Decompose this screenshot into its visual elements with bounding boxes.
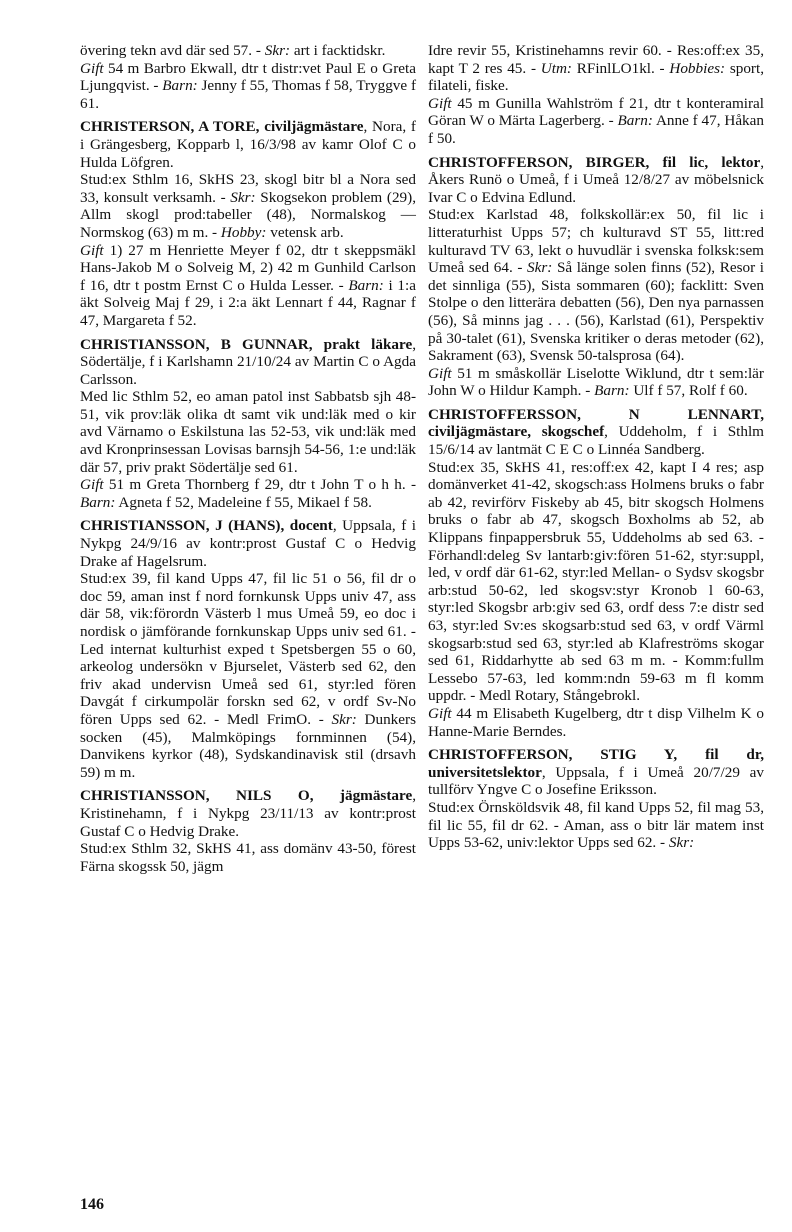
entry-paragraph xyxy=(80,570,416,781)
field-label: Skr: xyxy=(668,834,695,852)
entry-heading: CHRISTOFFERSON, BIRGER, fil lic, lektor xyxy=(428,153,761,171)
entry-text: 44 m Elisabeth Kugelberg, dtr t disp Vilhelm K o Hanne-Marie Berndes. xyxy=(428,704,764,740)
entry-paragraph xyxy=(428,365,764,400)
entry-text: Så länge solen finns (52), Resor i det sinnliga (55), Sista sommaren (60); facklitt: Sven Stolpe o den litterära debatten (56), Den nya parnassen (56), Så minns jag . . . (56), Karlstad (61), Perspektiv på 30-talet (61), Svenska kritiker o deras metoder (62), Sakrament (63), Svensk 50-talsprosa (64). xyxy=(428,259,764,365)
entry-heading: CHRISTIANSSON, NILS O, jägmästare xyxy=(80,787,413,805)
field-label: Skr: xyxy=(331,710,357,728)
entry-paragraph xyxy=(428,406,764,459)
entry-paragraph xyxy=(80,336,416,389)
left-column xyxy=(80,42,416,875)
entry-paragraph xyxy=(80,60,416,113)
entry-paragraph xyxy=(80,476,416,511)
entry-text: Stud:ex Karlstad 48, folkskollär:ex 50, fil lic i litteraturhist Upps 57; ch kulturavd ST 55, litt:red kulturavd TV 63, lekt o huvudlär i svenska folksk:sem Umeå sed 64. - xyxy=(428,206,764,277)
field-label: Barn: xyxy=(348,276,384,294)
field-label: Hobbies: xyxy=(669,59,726,77)
entry-paragraph xyxy=(80,517,416,570)
field-label: Barn: xyxy=(594,382,630,400)
entry-text: Ulf f 57, Rolf f 60. xyxy=(629,382,748,400)
entry-paragraph xyxy=(80,787,416,840)
entry-paragraph xyxy=(428,746,764,799)
entry-text: i 1:a äkt Solveig Maj f 29, i 2:a äkt Lennart f 44, Ragnar f 47, Margareta f 52. xyxy=(80,276,416,329)
entry-paragraph xyxy=(80,171,416,241)
entry-christerson-tore xyxy=(80,118,416,329)
entry-text: 45 m Gunilla Wahlström f 21, dtr t konteramiral Göran W o Märta Lagerberg. - xyxy=(428,94,764,130)
entry-text: Stud:ex Sthlm 16, SkHS 23, skogl bitr bl a Nora sed 33, konsult verksamh. - xyxy=(80,171,416,206)
entry-paragraph xyxy=(428,154,764,207)
entry-text: RFinlLO1kl. - xyxy=(571,59,670,77)
field-label: Hobby: xyxy=(220,223,267,241)
field-label: Skr: xyxy=(527,259,553,277)
field-label: Gift xyxy=(428,94,452,112)
entry-text: Idre revir 55, Kristinehamns revir 60. - Res:off:ex 35, kapt T 2 res 45. - xyxy=(428,42,764,77)
entry-text: Stud:ex Örnsköldsvik 48, fil kand Upps 52, fil mag 53, fil lic 55, fil dr 62. - Aman, ass o bitr lär matem inst Upps 53-62, univ:lektor Upps sed 62. - xyxy=(428,798,764,852)
field-label: Gift xyxy=(80,59,104,77)
page-number: 146 xyxy=(80,1196,104,1213)
entry-paragraph xyxy=(80,242,416,330)
field-label: Barn: xyxy=(80,493,116,511)
entry-paragraph xyxy=(80,388,416,476)
entry-heading: CHRISTERSON, A TORE, civiljägmästare xyxy=(80,118,364,136)
field-label: Utm: xyxy=(540,59,572,77)
field-label: Barn: xyxy=(162,77,198,95)
entry-text: Stud:ex 39, fil kand Upps 47, fil lic 51 o 56, fil dr o doc 59, aman inst f nord fornkunsk Upps univ 47, ass där 58, vik:förordn Västerb l mus Umeå 59, eo doc i nordisk o jämförande fornkunskap Upps univ sed 61. - Led internat kulturhist exped t Spetsbergen 55 o 60, arkeolog undersökn v Bjurselet, Västerb sed 62, den friv akad undervisn Umeå sed 61, styr:led fören Davgát f cirkumpolär forskn sed 62, v ordf Sv-No fören Upps sed 62. - Medl FrimO. - xyxy=(80,570,416,728)
entry-text: art i facktidskr. xyxy=(290,42,386,59)
entry-paragraph xyxy=(428,42,764,95)
entry-text: Anne f 47, Håkan f 50. xyxy=(428,112,764,147)
entry-text: , Södertälje, f i Karlshamn 21/10/24 av Martin C o Agda Carlsson. xyxy=(80,335,416,388)
entry-text: 54 m Barbro Ekwall, dtr t distr:vet Paul E o Greta Ljungqvist. - xyxy=(80,59,416,95)
entry-text: Jenny f 55, Thomas f 58, Tryggve f 61. xyxy=(80,77,417,112)
entry-text: övering tekn avd där sed 57. - xyxy=(80,42,265,59)
entry-heading: CHRISTOFFERSSON, N LENNART, civiljägmästare, skogschef xyxy=(428,405,764,441)
entry-text: 1) 27 m Henriette Meyer f 02, dtr t skeppsmäkl Hans-Jakob M o Solveig M, 2) 42 m Gunhild Carlson f 16, dtr t postm Ernst C o Hulda Lesser. - xyxy=(80,241,416,294)
entry-text: sport, filateli, fiske. xyxy=(428,59,764,95)
entry-cont2 xyxy=(428,42,764,148)
entry-text: , Uddeholm, f i Sthlm 15/6/14 av lantmät C E C o Linnéa Sandberg. xyxy=(428,423,764,459)
entry-christofferson-birger xyxy=(428,154,764,400)
entry-christofferson-stig xyxy=(428,746,764,852)
entry-text: Med lic Sthlm 52, eo aman patol inst Sabbatsb sjh 48-51, vik prov:läk olika dt samt vik und:läk med o kir avd Värnamo o Eskilstuna las 52-53, vik und:läk med avd Kronprinsessan Lovisas barnsjh 54-56, 1:e und:läk där 57, priv prakt Södertälje sed 61. xyxy=(80,388,416,476)
entry-paragraph xyxy=(80,42,416,60)
entry-text: , Uppsala, f i Umeå 20/7/29 av tullförv Yngve C o Josefine Eriksson. xyxy=(428,763,764,799)
entry-paragraph xyxy=(428,799,764,852)
field-label: Gift xyxy=(428,704,452,722)
right-column xyxy=(428,42,764,852)
entry-text: Skogsekon problem (29), Allm skogl prod:tabeller (48), Normalskog — Normskog (63) m m. - xyxy=(80,188,416,241)
field-label: Skr: xyxy=(264,42,291,59)
entry-christiansson-nils xyxy=(80,787,416,875)
field-label: Gift xyxy=(80,476,104,494)
entry-text: , Nora, f i Grängesberg, Kopparb l, 16/3/98 av kamr Olof C o Hulda Löfgren. xyxy=(80,118,416,171)
entry-text: 51 m småskollär Liselotte Wiklund, dtr t sem:lär John W o Hildur Kamph. - xyxy=(428,364,764,400)
field-label: Barn: xyxy=(617,112,653,130)
entry-paragraph xyxy=(428,95,764,148)
entry-text: , Åkers Runö o Umeå, f i Umeå 12/8/27 av möbelsnick Ivar C o Edvina Edlund. xyxy=(428,153,764,206)
entry-paragraph xyxy=(428,459,764,705)
entry-paragraph xyxy=(428,206,764,364)
entry-text: , Kristinehamn, f i Nykpg 23/11/13 av kontr:prost Gustaf C o Hedvig Drake. xyxy=(80,787,416,840)
entry-text: Stud:ex 35, SkHS 41, res:off:ex 42, kapt I 4 res; asp domänverket 41-42, skogsch:ass Holmens bruks o fabr ab 42, revirförv Fiskeby ab 45, bitr skogsch Holmens bruks o fabr ab 47, skogsch Boxholms ab 52, ab Klippans finpappersbruk 55, Uddeholms ab sed 63. - Förhandl:deleg Sv lantarb:giv:fören 51-62, styr:suppl, led, v ordf där 61-62, styr:led Mellan- o Sydsv skogsbr arb:stud 50-62, led skogsv:styr Kronob l 60-63, styr:led Skogsbr arb:giv sed 63, ordf dess 7:e distr sed 63, styr:led Sv:es skogsarb:stud sed 63, v ordf Värml skogsarb:stud sed 63, styr:led ab Klafreströms skogar sed 61, Riddarhytte ab sed 63 m m. - Komm:fullm Lessebo 57-63, led komm:ndn 59-63 m fl komm uppdr. - Medl Rotary, Stångebrokl. xyxy=(428,458,764,705)
entry-text: Stud:ex Sthlm 32, SkHS 41, ass domänv 43-50, förest Färna skogssk 50, jägm xyxy=(80,840,416,875)
entry-text: , Uppsala, f i Nykpg 24/9/16 av kontr:prost Gustaf C o Hedvig Drake af Hagelsrum. xyxy=(80,517,416,570)
entry-paragraph xyxy=(80,840,416,875)
entry-text: vetensk arb. xyxy=(266,223,344,241)
field-label: Skr: xyxy=(230,188,256,206)
field-label: Gift xyxy=(428,364,452,382)
entry-heading: CHRISTIANSSON, J (HANS), docent xyxy=(80,517,333,535)
entry-paragraph xyxy=(428,705,764,740)
entry-text: 51 m Greta Thornberg f 29, dtr t John T o h h. - xyxy=(103,476,416,494)
entry-christiansson-hans xyxy=(80,517,416,781)
entry-heading: CHRISTOFFERSON, STIG Y, fil dr, universitetslektor xyxy=(428,746,764,781)
entry-christoffersson-lennart xyxy=(428,406,764,740)
entry-cont xyxy=(80,42,416,112)
entry-heading: CHRISTIANSSON, B GUNNAR, prakt läkare xyxy=(80,335,413,353)
entry-christiansson-gunnar xyxy=(80,336,416,512)
entry-text: Dunkers socken (45), Malmköpings fornminnen (54), Danvikens kyrkor (48), Sydskandinavisk stil (drsavh 59) m m. xyxy=(80,710,416,781)
field-label: Gift xyxy=(80,241,104,259)
entry-paragraph xyxy=(80,118,416,171)
entry-text: Agneta f 52, Madeleine f 55, Mikael f 58. xyxy=(115,493,372,511)
